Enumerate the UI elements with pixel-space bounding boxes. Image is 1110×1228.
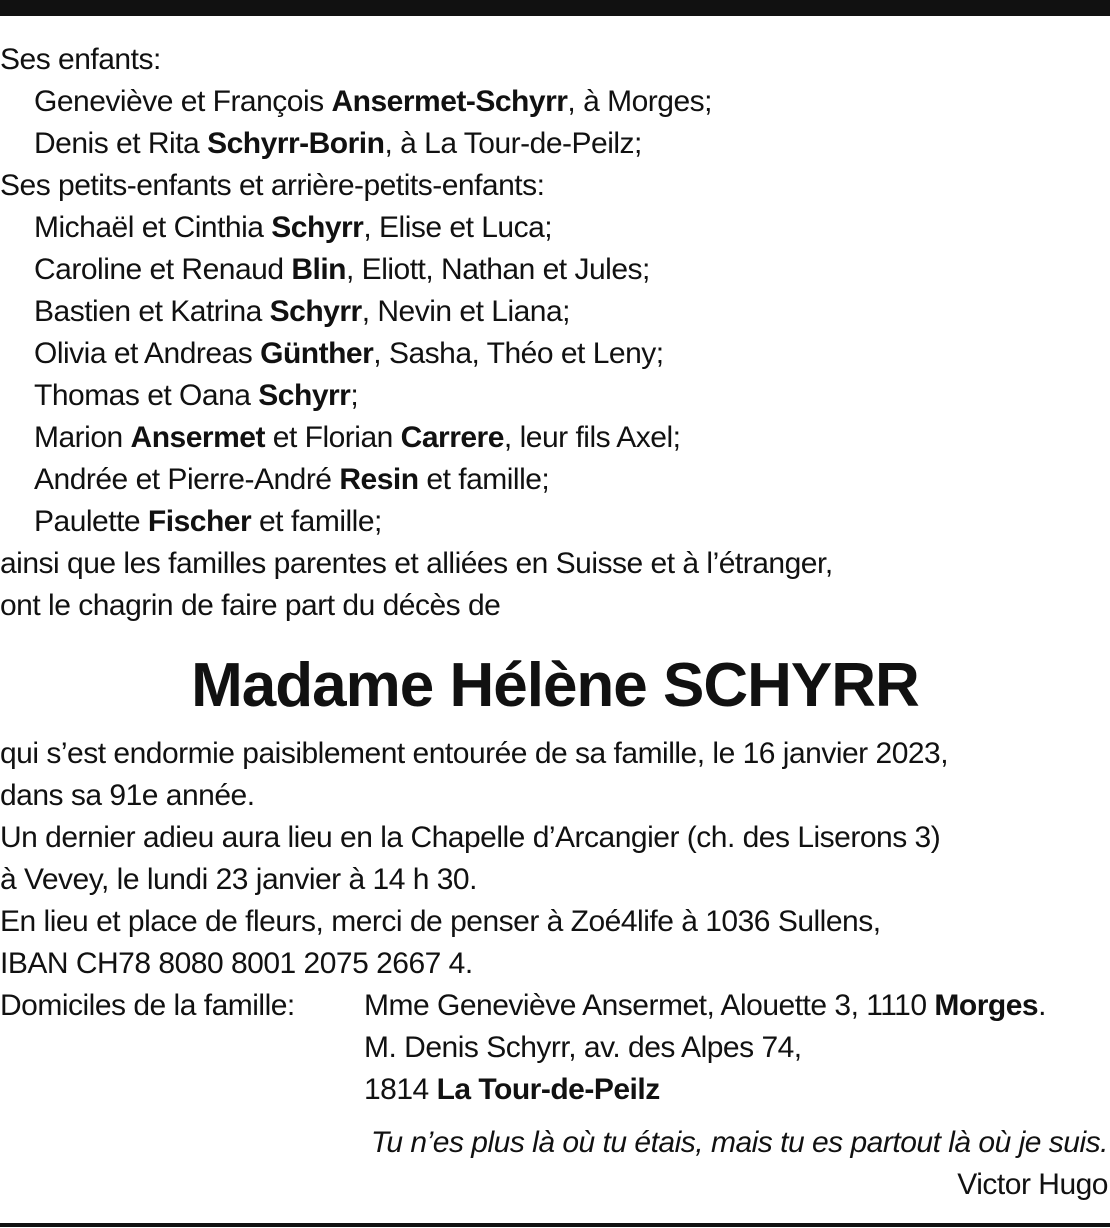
surname: Resin — [339, 463, 419, 496]
relative-line: Andrée et Pierre-André Resin et famille; — [34, 463, 550, 496]
domicile-address: 1814 La Tour-de-Peilz — [364, 1073, 660, 1106]
grandchild-line: Bastien et Katrina Schyrr, Nevin et Liana; — [34, 295, 571, 328]
grandchild-line: Marion Ansermet et Florian Carrere, leur fils Axel; — [34, 421, 681, 454]
town: La Tour-de-Peilz — [436, 1073, 660, 1106]
grandchild-line: Caroline et Renaud Blin, Eliott, Nathan et Jules; — [34, 253, 650, 286]
grandchild-line: Thomas et Oana Schyrr; — [34, 379, 359, 412]
body-line: qui s’est endormie paisiblement entourée de sa famille, le 16 janvier 2023, — [0, 737, 949, 770]
body-line: à Vevey, le lundi 23 janvier à 14 h 30. — [0, 863, 477, 896]
surname: Blin — [291, 253, 347, 286]
grandchild-line: Michaël et Cinthia Schyrr, Elise et Luca; — [34, 211, 553, 244]
surname: Schyrr — [258, 379, 351, 412]
surname: Günther — [260, 337, 374, 370]
children-heading: Ses enfants: — [0, 43, 161, 76]
body-line: En lieu et place de fleurs, merci de penser à Zoé4life à 1036 Sullens, — [0, 905, 881, 938]
announce-line: ont le chagrin de faire part du décès de — [0, 589, 501, 622]
domiciles-label: Domiciles de la famille: — [0, 989, 295, 1022]
domicile-address: Mme Geneviève Ansermet, Alouette 3, 1110 Morges. — [364, 989, 1046, 1022]
body-line: dans sa 91e année. — [0, 779, 255, 812]
surname: Schyrr — [269, 295, 362, 328]
families-line: ainsi que les familles parentes et alliées en Suisse et à l’étranger, — [0, 547, 833, 580]
town: Morges — [934, 989, 1039, 1022]
surname: Fischer — [147, 505, 252, 538]
grandchild-line: Olivia et Andreas Günther, Sasha, Théo et Leny; — [34, 337, 664, 370]
surname: Schyrr — [271, 211, 364, 244]
domicile-address: M. Denis Schyrr, av. des Alpes 74, — [364, 1031, 802, 1064]
grandchildren-heading: Ses petits-enfants et arrière-petits-enfants: — [0, 169, 545, 202]
body-line: IBAN CH78 8080 8001 2075 2667 4. — [0, 947, 473, 980]
body-line: Un dernier adieu aura lieu en la Chapelle d’Arcangier (ch. des Liserons 3) — [0, 821, 941, 854]
child-line: Denis et Rita Schyrr-Borin, à La Tour-de-Peilz; — [34, 127, 642, 160]
relative-line: Paulette Fischer et famille; — [34, 505, 382, 538]
quote-text: Tu n’es plus là où tu étais, mais tu es partout là où je suis. — [370, 1126, 1108, 1159]
child-line: Geneviève et François Ansermet-Schyrr, à Morges; — [34, 85, 712, 118]
bottom-rule — [0, 1223, 1110, 1227]
surname: Carrere — [400, 421, 504, 454]
surname: Ansermet-Schyrr — [331, 85, 568, 118]
quote-author: Victor Hugo — [957, 1168, 1108, 1201]
top-rule — [0, 0, 1110, 16]
deceased-name: Madame Hélène SCHYRR — [191, 651, 919, 720]
surname: Schyrr-Borin — [207, 127, 385, 160]
surname: Ansermet — [130, 421, 265, 454]
